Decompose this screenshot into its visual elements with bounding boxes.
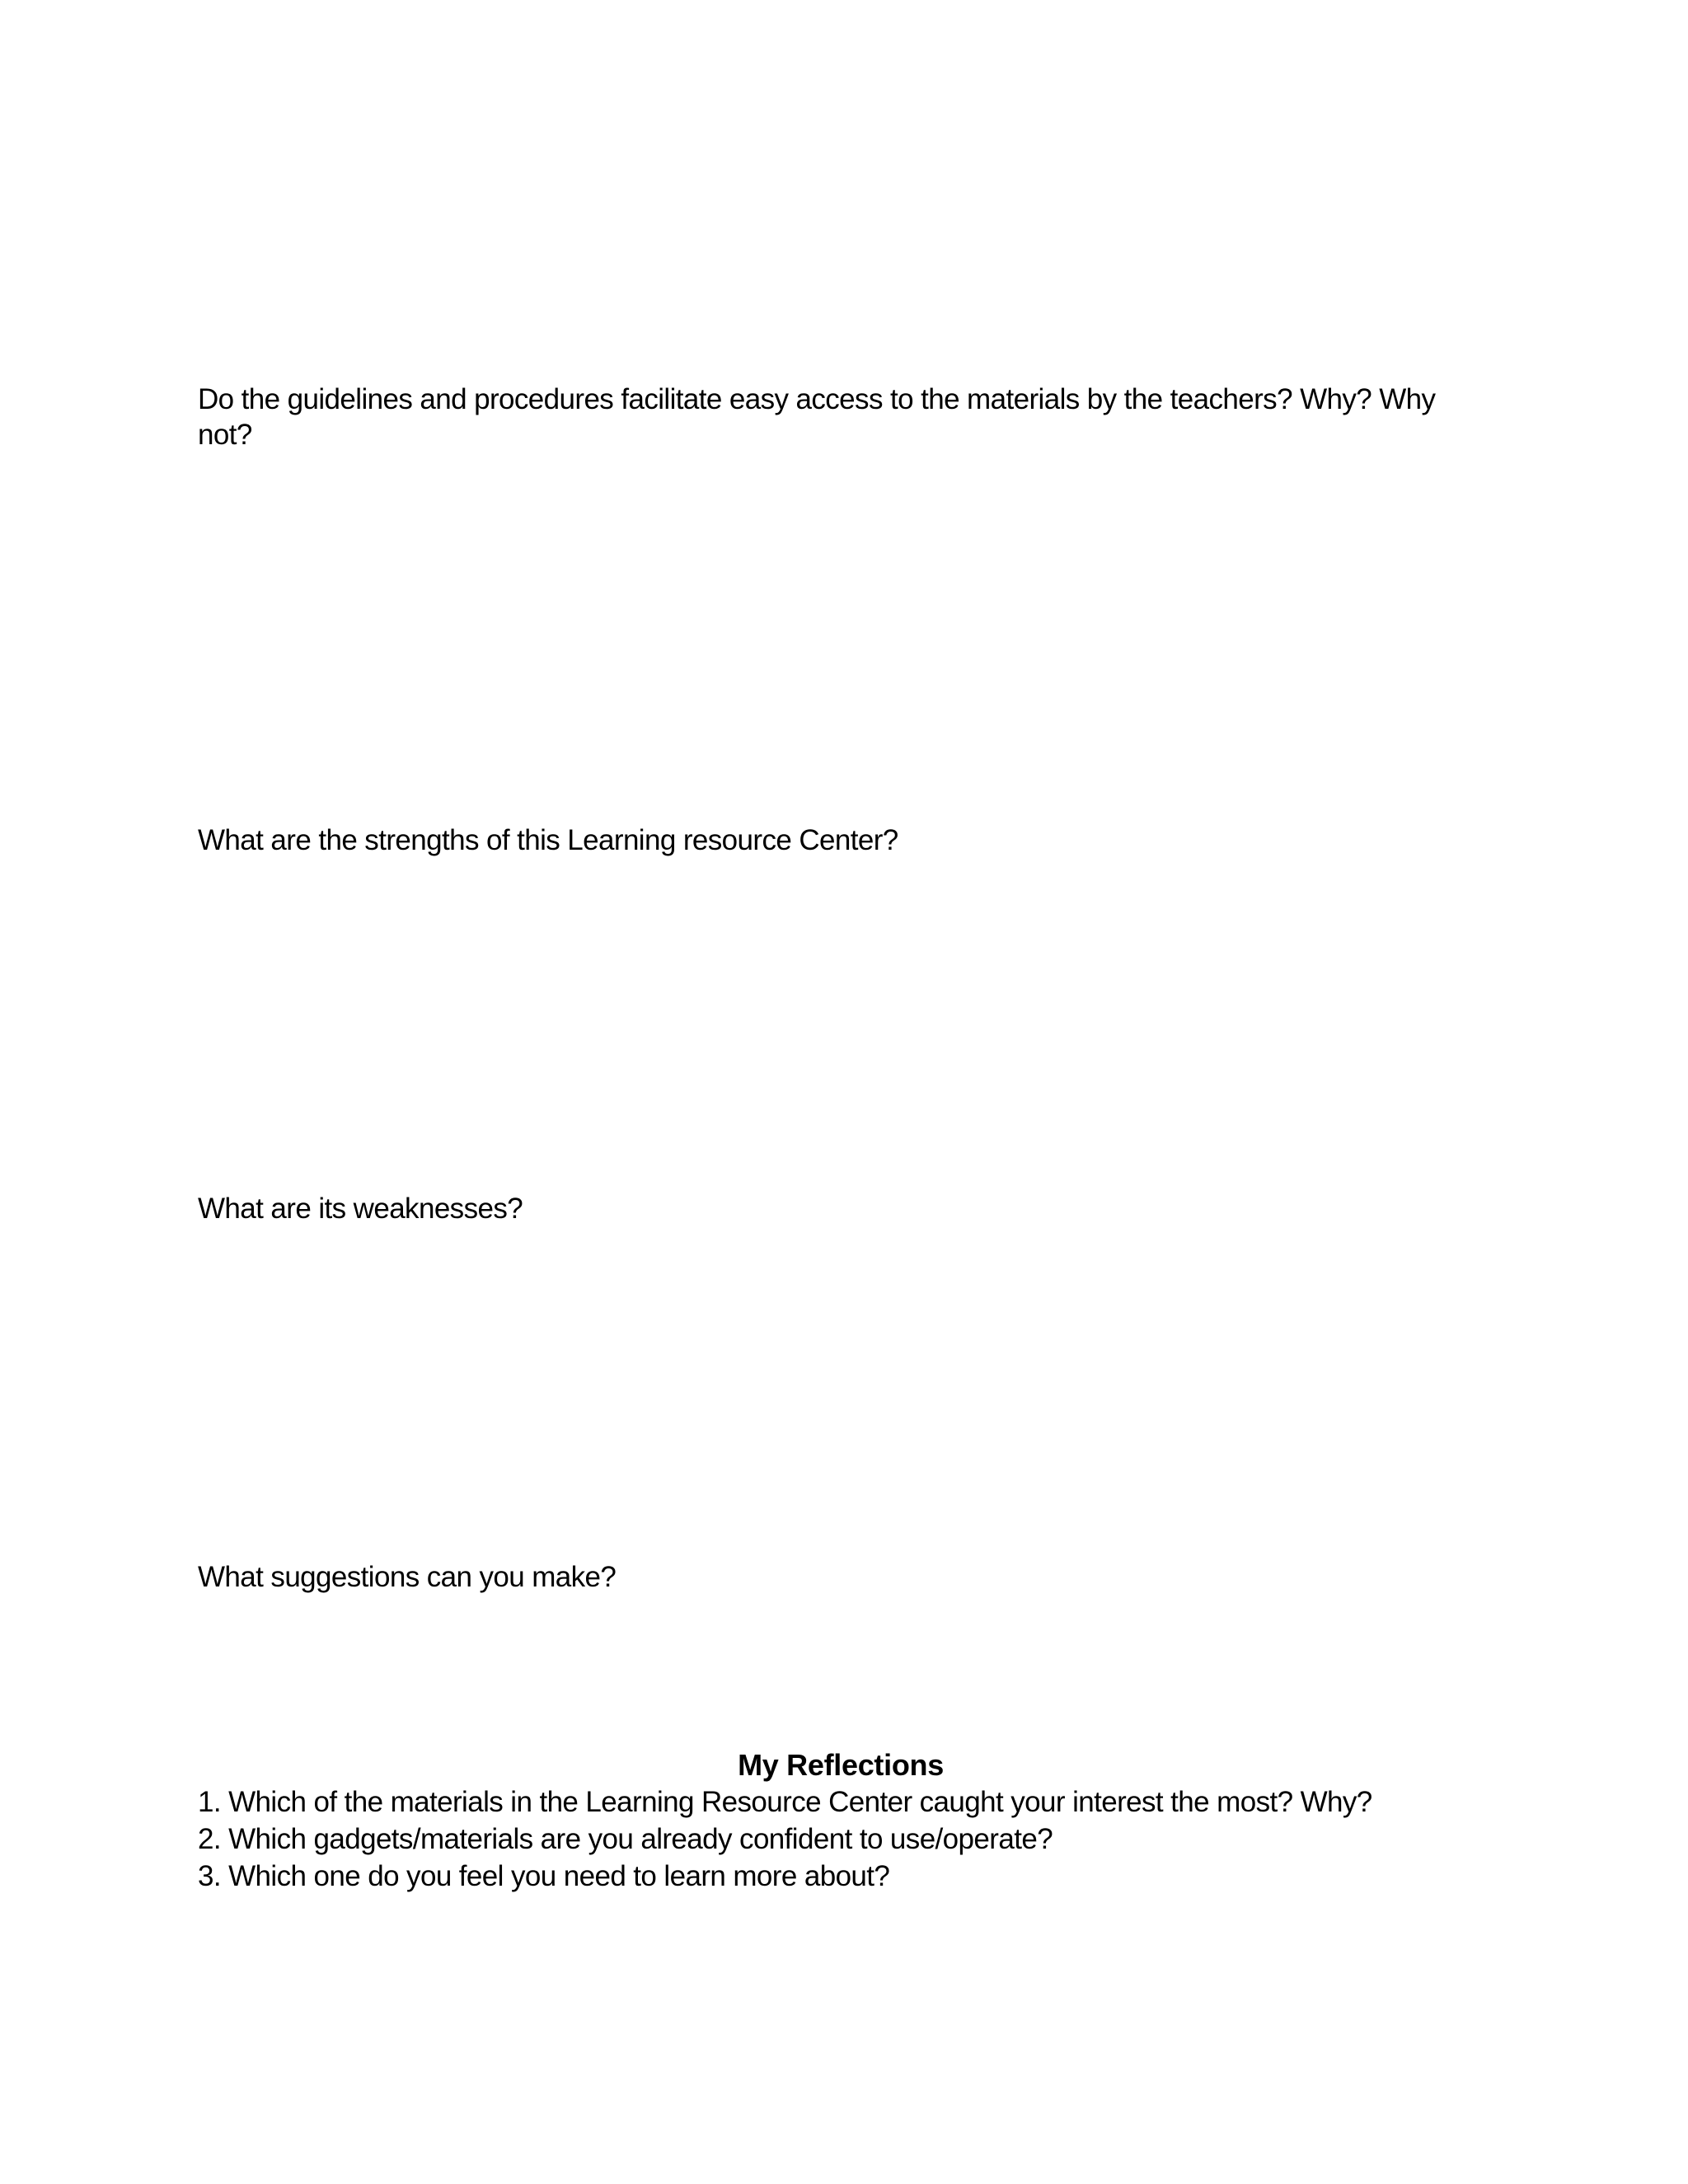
reflection-item-1: 1. Which of the materials in the Learning Resource Center caught your interest the most? Why?	[198, 1786, 1372, 1818]
question-guidelines-access: Do the guidelines and procedures facilitate easy access to the materials by the teachers? Why? Why not?	[198, 383, 1436, 451]
reflections-title: My Reflections	[738, 1748, 944, 1782]
question-strengths: What are the strengths of this Learning resource Center?	[198, 824, 898, 856]
reflections-list	[198, 1783, 1484, 1895]
reflections-section	[198, 1747, 1484, 1895]
question-suggestions: What suggestions can you make?	[198, 1561, 617, 1593]
reflection-item-2: 2. Which gadgets/materials are you already confident to use/operate?	[198, 1823, 1053, 1855]
question-weaknesses: What are its weaknesses?	[198, 1193, 523, 1225]
reflection-item-3: 3. Which one do you feel you need to learn more about?	[198, 1860, 890, 1892]
